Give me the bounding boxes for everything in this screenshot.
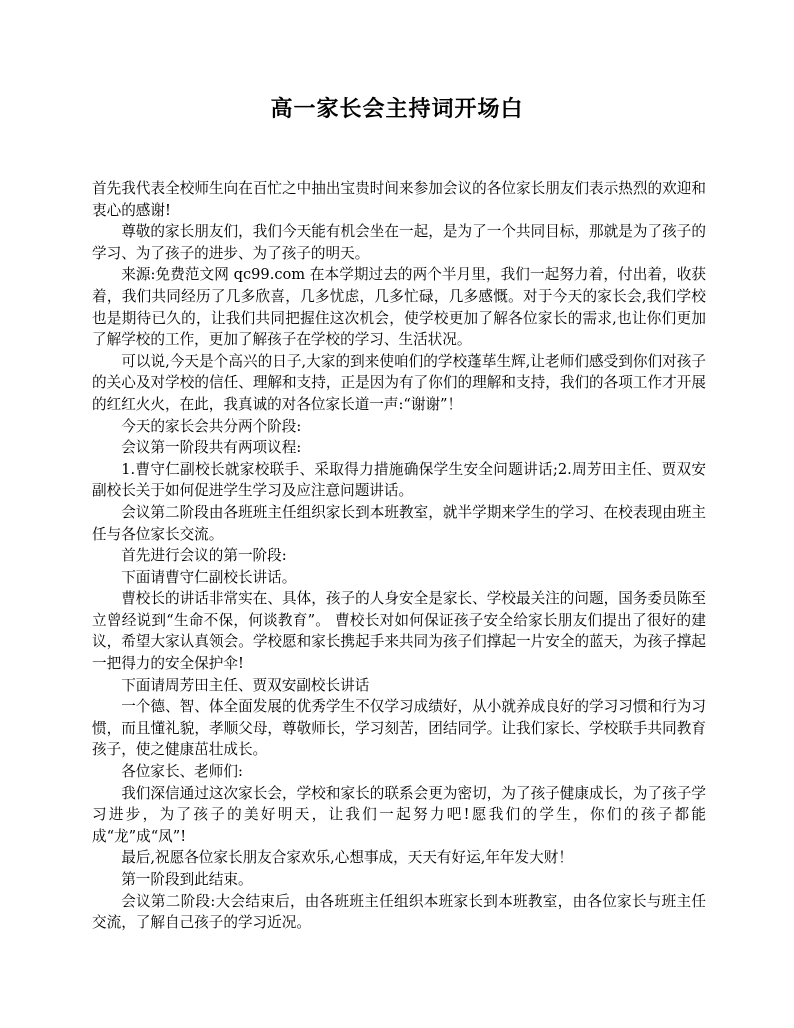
paragraph: 下面请周芳田主任、贾双安副校长讲话 — [121, 676, 370, 694]
paragraph: 尊敬的家长朋友们，我们今天能有机会坐在一起，是为了一个共同目标，那就是为了孩子的学习、为了孩子的进步、为了孩子的明天。 — [92, 223, 706, 262]
paragraph: 首先进行会议的第一阶段: — [121, 547, 287, 565]
paragraph: 会议第二阶段由各班班主任组织家长到本班教室，就半学期来学生的学习、在校表现由班主任与各位家长交流。 — [92, 503, 706, 543]
paragraph: 可以说,今天是个高兴的日子,大家的到来使咱们的学校蓬荜生辉,让老师们感受到你们对孩子的关心及对学校的信任、理解和支持，正是因为有了你们的理解和支持，我们的各项工作才开展的红红火火，在此，我真诚的对各位家长道一声:“谢谢”！ — [92, 352, 706, 413]
paragraph: 最后,祝愿各位家长朋友合家欢乐,心想事成，天天有好运,年年发大财！ — [121, 849, 573, 867]
paragraph: 会议第一阶段共有两项议程: — [121, 439, 302, 457]
document-title: 高一家长会主持词开场白 — [270, 96, 524, 122]
paragraph: 曹校长的讲话非常实在、具体，孩子的人身安全是家长、学校最关注的问题，国务委员陈至立曾经说到“生命不保，何谈教育”。 曹校长对如何保证孩子安全给家长朋友们提出了很好的建议，希望大家认真领会。学校愿和家长携起手来共同为孩子们撑起一片安全的蓝天，为孩子撑起一把得力的安全保护伞! — [92, 590, 706, 673]
paragraph: 今天的家长会共分两个阶段: — [121, 417, 302, 435]
document-body — [92, 178, 706, 934]
paragraph: 1.曹守仁副校长就家校联手、采取得力措施确保学生安全问题讲话;2.周芳田主任、贾双安副校长关于如何促进学生学习及应注意问题讲话。 — [92, 460, 706, 500]
paragraph: 各位家长、老师们: — [121, 763, 243, 781]
paragraph: 第一阶段到此结束。 — [121, 871, 253, 888]
paragraph: 一个德、智、体全面发展的优秀学生不仅学习成绩好，从小就养成良好的学习习惯和行为习惯，而且懂礼貌，孝顺父母，尊敬师长，学习刻苦，团结同学。让我们家长、学校联手共同教育孩子，使之健康茁壮成长。 — [92, 698, 706, 759]
paragraph: 我们深信通过这次家长会，学校和家长的联系会更为密切，为了孩子健康成长，为了孩子学习进步，为了孩子的美好明天，让我们一起努力吧!愿我们的学生，你们的孩子都能成“龙”成“凤”! — [92, 784, 706, 845]
paragraph: 会议第二阶段:大会结束后，由各班班主任组织本班家长到本班教室，由各位家长与班主任交流，了解自己孩子的学习近况。 — [92, 892, 706, 932]
paragraph: 来源:免费范文网 qc99.com 在本学期过去的两个半月里，我们一起努力着，付出着，收获着，我们共同经历了几多欣喜，几多忧虑，几多忙碌，几多感慨。对于今天的家长会,我们学校也是期待已久的，让我们共同把握住这次机会，使学校更加了解各位家长的需求,也让你们更加了解学校的工作，更加了解孩子在学校的学习、生活状况。 — [92, 266, 706, 349]
paragraph: 首先我代表全校师生向在百忙之中抽出宝贵时间来参加会议的各位家长朋友们表示热烈的欢迎和衷心的感谢! — [92, 180, 706, 219]
paragraph: 下面请曹守仁副校长讲话。 — [121, 568, 297, 586]
